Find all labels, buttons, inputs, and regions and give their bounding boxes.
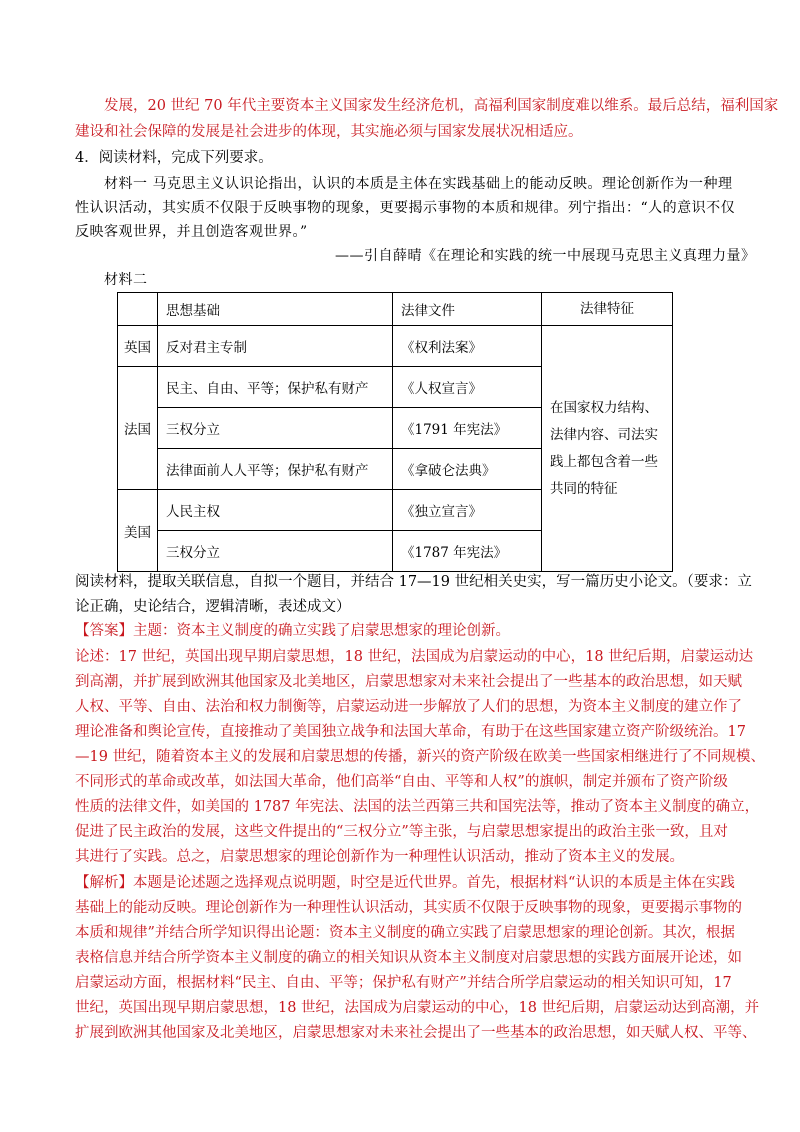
analysis-line: 世纪，英国出现早期启蒙思想，18 世纪，法国成为启蒙运动的中心，18 世纪后期，启蒙运动达到高潮，并 [75,1000,760,1016]
prev-answer-line-2: 建设和社会保障的发展是社会进步的体现，其实施必须与国家发展状况相适应。 [75,124,583,140]
analysis-line: 扩展到欧洲其他国家及北美地区，启蒙思想家对未来社会提出了一些基本的政治思想，如天赋人权、平等、 [75,1025,757,1041]
table-header-row [118,293,673,326]
answer-line: 性质的法律文件，如美国的 1787 年宪法、法国的法兰西第三共和国宪法等，推动了资本主义制度的确立， [75,799,760,815]
country-fr: 法国 [118,367,158,490]
law-cell: 《人权宣言》 [393,367,542,408]
table-header-law: 法律文件 [393,293,542,326]
analysis-line: 启蒙运动方面，根据材料“民主、自由、平等；保护私有财产”并结合所学启蒙运动的相关知识可知，17 [75,975,732,991]
table-header-feature: 法律特征 [542,293,673,326]
answer-heading [75,622,510,640]
idea-cell: 三权分立 [158,408,393,449]
material1-line-3: 反映客观世界，并且创造客观世界。” [75,224,308,240]
analysis-line: 基础上的能动反映。理论创新作为一种理性认识活动，其实质不仅限于反映事物的现象，更要揭示事物的 [75,900,742,916]
prev-answer-line-1: 发展，20 世纪 70 年代主要资本主义国家发生经济危机，高福利国家制度难以维系。最后总结，福利国家 [104,98,779,114]
analysis-line: 本质和规律”并结合所学知识得出论题：资本主义制度的确立实践了启蒙思想家的理论创新。其次，根据 [75,925,735,941]
answer-line: 其进行了实践。总之，启蒙思想家的理论创新作为一种理性认识活动，推动了资本主义的发展。 [75,849,684,865]
law-cell: 《1791 年宪法》 [393,408,542,449]
idea-cell: 反对君主专制 [158,326,393,367]
prompt-line-2: 论正确，史论结合，逻辑清晰，表述成文） [75,599,351,615]
country-uk: 英国 [118,326,158,367]
feature-cell [542,326,673,572]
table-row [118,326,673,367]
material2-label: 材料二 [104,272,148,288]
material2-table [117,292,673,572]
analysis-first-line: 本题是论述题之选择观点说明题，时空是近代世界。首先，根据材料“认识的本质是主体在实践 [133,875,735,891]
question-title: 4．阅读材料，完成下列要求。 [75,150,273,166]
answer-line: 促进了民主政治的发展，这些文件提出的“三权分立”等主张，与启蒙思想家提出的政治主张一致，且对 [75,824,728,840]
material1-line-2: 性认识活动，其实质不仅限于反映事物的现象，更要揭示事物的本质和规律。列宁指出：“人的意识不仅 [75,200,736,216]
table-header-idea: 思想基础 [158,293,393,326]
law-cell: 《1787 年宪法》 [393,531,542,572]
analysis-heading [75,874,735,892]
material1-citation: ——引自薛晴《在理论和实践的统一中展现马克思主义真理力量》 [335,248,756,264]
feature-line: 共同的特征 [550,480,618,497]
answer-line: 理论准备和舆论宣传，直接推动了美国独立战争和法国大革命，有助于在这些国家建立资产阶级统治。17 [75,724,746,740]
analysis-line: 表格信息并结合所学资本主义制度的确立的相关知识从资本主义制度对启蒙思想的实践方面展开论述，如 [75,950,742,966]
answer-theme: 主题：资本主义制度的确立实践了启蒙思想家的理论创新。 [133,623,510,639]
answer-line: 论述：17 世纪，英国出现早期启蒙思想，18 世纪，法国成为启蒙运动的中心，18 世纪后期，启蒙运动达 [75,649,754,665]
law-cell: 《独立宣言》 [393,490,542,531]
feature-line: 法律内容、司法实 [550,426,658,443]
law-cell: 《权利法案》 [393,326,542,367]
answer-tag: 【答案】 [75,623,133,639]
feature-line: 在国家权力结构、 [550,399,658,416]
prompt-line-1: 阅读材料，提取关联信息，自拟一个题目，并结合 17—19 世纪相关史实，写一篇历史小论文。（要求：立 [75,574,752,590]
answer-line: 不同形式的革命或改革，如法国大革命，他们高举“自由、平等和人权”的旗帜，制定并颁布了资产阶级 [75,774,728,790]
idea-cell: 民主、自由、平等；保护私有财产 [158,367,393,408]
feature-line: 践上都包含着一些 [550,453,658,470]
table-header-empty [118,293,158,326]
answer-line: 人权、平等、自由、法治和权力制衡等，启蒙运动进一步解放了人们的思想，为资本主义制度的建立作了 [75,699,742,715]
idea-cell: 法律面前人人平等；保护私有财产 [158,449,393,490]
answer-line: —19 世纪，随着资本主义的发展和启蒙思想的传播，新兴的资产阶级在欧美一些国家相继进行了不同规模、 [75,749,766,765]
law-cell: 《拿破仑法典》 [393,449,542,490]
country-us: 美国 [118,490,158,572]
answer-line: 到高潮，并扩展到欧洲其他国家及北美地区，启蒙思想家对未来社会提出了一些基本的政治思想，如天赋 [75,674,742,690]
analysis-tag: 【解析】 [75,875,133,891]
material1-line-1: 材料一 马克思主义认识论指出，认识的本质是主体在实践基础上的能动反映。理论创新作为一种理 [104,176,733,192]
idea-cell: 三权分立 [158,531,393,572]
idea-cell: 人民主权 [158,490,393,531]
